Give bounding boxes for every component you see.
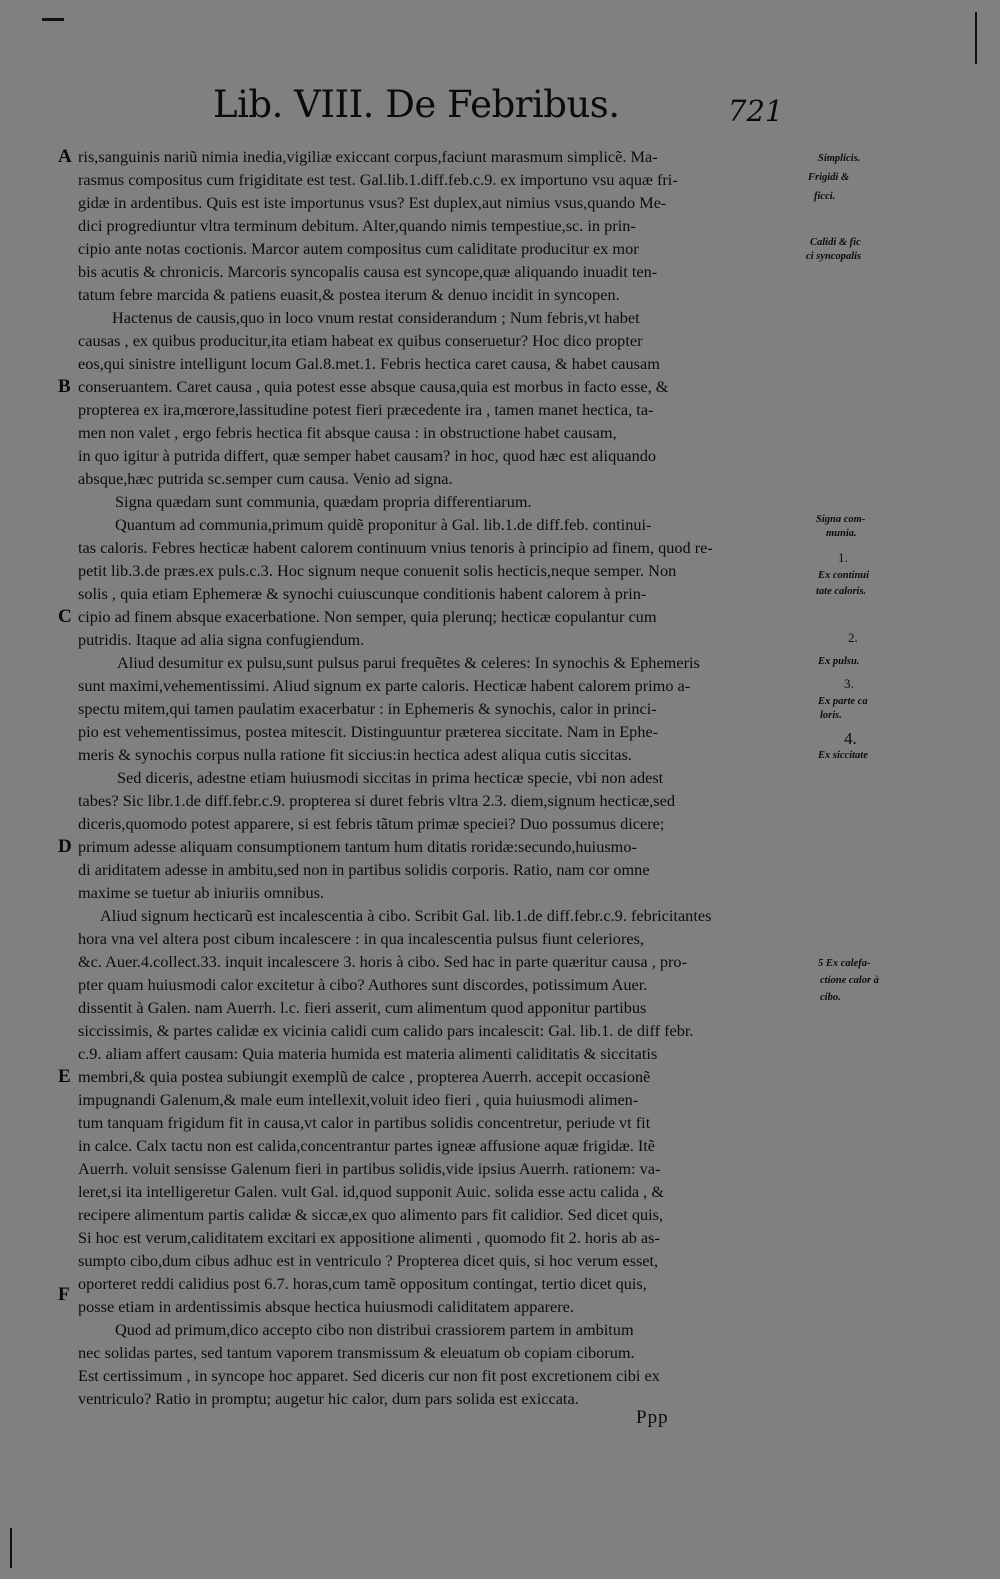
body-line: tabes? Sic libr.1.de diff.febr.c.9. propterea si duret febris vltra 2.3. diem,signum hecticæ,sed <box>78 791 675 810</box>
body-line: Si hoc est verum,caliditatem excitari ex appositione alimenti , quomodo fit 2. horis ab as- <box>78 1228 660 1247</box>
body-line: cipio ante notas coctionis. Marcor autem compositus cum caliditate producitur ex mor <box>78 239 639 258</box>
body-line: causas , ex quibus producitur,ita etiam habeat ex quibus conseruetur? Hoc dico propter <box>78 331 643 350</box>
body-line: absque,hæc putrida sc.semper cum causa. Venio ad signa. <box>78 469 453 488</box>
signature-mark: Ppp <box>636 1407 669 1428</box>
margin-note: Ex continui <box>818 570 870 581</box>
right-edge-line <box>975 12 977 64</box>
body-line: dici progrediuntur vltra terminum debitum. Alter,quando nimis tempestiue,sc. in prin- <box>78 216 636 235</box>
body-line: ventriculo? Ratio in promptu; augetur hic calor, dum pars solida est exiccata. <box>78 1389 579 1408</box>
body-line: propterea ex ira,mœrore,lassitudine potest fieri præcedente ira , tamen manet hectica, ta- <box>78 400 654 419</box>
body-line: &c. Auer.4.collect.33. inquit incalescere 3. horis à cibo. Sed hac in parte quæritur causa , pro- <box>78 952 687 971</box>
margin-note: cibo. <box>820 992 841 1003</box>
body-line: meris & synochis corpus nulla ratione fit siccius:in hectica adest aliqua cutis siccitas. <box>78 745 632 764</box>
body-line: nec solidas partes, sed tantum vaporem transmissum & eleuatum ob copiam ciborum. <box>78 1343 635 1362</box>
body-line: recipere alimentum partis calidæ & siccæ,ex quo alimento pars fit calidior. Sed dicet quis, <box>78 1205 664 1224</box>
body-line: Quod ad primum,dico accepto cibo non distribui crassiorem partem in ambitum <box>115 1320 634 1339</box>
running-header-title: Lib. VIII. De Febribus. <box>213 83 620 126</box>
margin-note: Ex pulsu. <box>818 656 860 667</box>
body-line: solis , quia etiam Ephemeræ & synochi cuiuscunque conditionis habent calorem à prin- <box>78 584 647 603</box>
body-line: tatum febre marcida & patiens euasit,& postea iterum & denuo incidit in syncopen. <box>78 285 620 304</box>
body-line: putridis. Itaque ad alia signa confugiendum. <box>78 630 365 649</box>
body-line: Aliud signum hecticarũ est incalescentia à cibo. Scribit Gal. lib.1.de diff.febr.c.9. febricitantes <box>100 906 712 925</box>
body-line: eos,qui sinistre intelligunt locum Gal.8.met.1. Febris hectica caret causa, & habet causam <box>78 354 660 373</box>
body-line: oporteret reddi calidius post 6.7. horas,cum tamẽ oppositum contingat, tertio dicet quis, <box>78 1274 647 1293</box>
section-letter-a: A <box>58 146 72 167</box>
margin-note: tate caloris. <box>816 586 867 597</box>
body-line: pter quam huiusmodi calor excitetur à cibo? Authores sunt discordes, potissimum Auer. <box>78 975 648 994</box>
body-line: dissentit à Galen. nam Auerrh. l.c. fieri asserit, cum alimentum quod apponitur partibus <box>78 998 647 1017</box>
body-line: leret,si ita intelligeretur Galen. vult Gal. id,quod supponit Auic. solida esse actu calida , & <box>78 1182 664 1201</box>
margin-note: ctione calor à <box>820 975 879 986</box>
section-letter-d: D <box>58 836 72 857</box>
page-number: 721 <box>728 94 784 128</box>
body-line: Sed diceris, adestne etiam huiusmodi siccitas in prima hecticæ specie, vbi non adest <box>117 768 664 787</box>
body-line: bis acutis & chronicis. Marcoris syncopalis causa est syncope,quæ aliquando inuadit ten- <box>78 262 658 281</box>
body-line: petit lib.3.de præs.ex puls.c.3. Hoc signum neque conuenit solis hecticis,neque semper. Non <box>78 561 677 580</box>
body-line: hora vna vel altera post cibum incalescere : in qua incalescentia pulsus fiunt celeriores, <box>78 929 645 948</box>
body-line: gidæ in ardentibus. Quis est iste importunus vsus? Est duplex,aut nimius vsus,quando Me- <box>78 193 667 212</box>
body-line: diceris,quomodo potest apparere, si est febris tãtum primæ speciei? Duo possumus dicere; <box>78 814 665 833</box>
body-line: spectu mitem,qui tamen paulatim exacerbatur : in Ephemeris & synochis, calor in princi- <box>78 699 657 718</box>
margin-note: munia. <box>826 528 857 539</box>
body-line: tas caloris. Febres hecticæ habent calorem continuum vnius tenoris à principio ad finem, quod re- <box>78 538 713 557</box>
margin-number: 3. <box>844 676 854 691</box>
body-line: siccissimis, & partes calidæ ex vicinia calidi cum calido pars incalescit: Gal. lib.1. de diff febr. <box>78 1021 694 1040</box>
body-line: Quantum ad communia,primum quidẽ proponitur à Gal. lib.1.de diff.feb. continui- <box>115 515 652 534</box>
body-line: sumpto cibo,dum cibus adhuc est in ventriculo ? Propterea dicet quis, si hoc verum esset, <box>78 1251 659 1270</box>
body-line: primum adesse aliquam consumptionem tantum hum ditatis roridæ:secundo,huiusmo- <box>78 837 637 856</box>
margin-number: 1. <box>838 550 848 565</box>
margin-note: Simplicis. <box>818 153 861 164</box>
body-line: ris,sanguinis nariũ nimia inedia,vigiliæ exiccant corpus,faciunt marasmum simplicẽ. Ma- <box>78 147 658 166</box>
body-line: conseruantem. Caret causa , quia potest esse absque causa,quia est morbus in facto esse, & <box>78 377 669 396</box>
body-line: cipio ad finem absque exacerbatione. Non semper, quia plerunq; hecticæ copulantur cum <box>78 607 657 626</box>
margin-note: Calidi & fic <box>810 237 861 248</box>
body-line: sunt maximi,vehementissimi. Aliud signum ex parte caloris. Hecticæ habent calorem primo a- <box>78 676 691 695</box>
body-line: in calce. Calx tactu non est calida,concentrantur partes igneæ affusione aquæ frigidæ. Itẽ <box>78 1136 656 1155</box>
top-left-dash <box>42 18 64 21</box>
body-line: maxime se tuetur ab iniuriis omnibus. <box>78 883 324 902</box>
body-line: Hactenus de causis,quo in loco vnum restat considerandum ; Num febris,vt habet <box>112 308 640 327</box>
margin-note: Ex parte ca <box>818 696 868 707</box>
section-letter-e: E <box>58 1066 71 1087</box>
section-letter-b: B <box>58 376 71 397</box>
body-line: posse etiam in ardentissimis absque hectica huiusmodi caliditatem apparere. <box>78 1297 574 1316</box>
body-line: c.9. aliam affert causam: Quia materia humida est materia alimenti caliditatis & siccitatis <box>78 1044 658 1063</box>
margin-note: ci syncopalis <box>806 251 862 262</box>
margin-number: 4. <box>844 729 857 748</box>
body-line: membri,& quia postea subiungit exemplũ de calce , propterea Auerrh. accepit occasionẽ <box>78 1067 651 1086</box>
margin-note: ficci. <box>814 191 836 202</box>
body-line: di ariditatem adesse in ambitu,sed non in partibus solidis corporis. Ratio, nam cor omne <box>78 860 650 879</box>
body-line: pio est vehementissimus, postea mitescit. Distinguuntur præterea siccitate. Nam in Ephe- <box>78 722 659 741</box>
margin-note: Ex siccitate <box>818 750 868 761</box>
section-letter-c: C <box>58 606 72 627</box>
margin-number: 2. <box>848 630 858 645</box>
margin-note: Signa com- <box>816 514 866 525</box>
margin-note: loris. <box>820 710 842 721</box>
body-line: Auerrh. voluit sensisse Galenum fieri in partibus solidis,vide ipsius Auerrh. rationem: va- <box>78 1159 661 1178</box>
body-line: impugnandi Galenum,& male eum intellexit,voluit ideo fieri , quia huiusmodi alimen- <box>78 1090 639 1109</box>
body-line: tum tanquam frigidum fit in causa,vt calor in partibus solidis concentretur, periude vt fit <box>78 1113 651 1132</box>
body-line: Est certissimum , in syncope hoc apparet. Sed diceris cur non fit post excretionem cibi ex <box>78 1366 660 1385</box>
margin-note: Frigidi & <box>808 172 850 183</box>
body-line: Signa quædam sunt communia, quædam propria differentiarum. <box>115 492 532 511</box>
section-letter-f: F <box>58 1284 70 1305</box>
bottom-left-mark <box>10 1528 12 1568</box>
body-line: Aliud desumitur ex pulsu,sunt pulsus parui frequẽtes & celeres: In synochis & Ephemeris <box>117 653 700 672</box>
margin-note: 5 Ex calefa- <box>818 958 871 969</box>
body-line: in quo igitur à putrida differt, quæ semper habet causam? in hoc, quod hæc est aliquando <box>78 446 656 465</box>
body-line: rasmus compositus cum frigiditate est test. Gal.lib.1.diff.feb.c.9. ex importuno vsu aquæ fri- <box>78 170 678 189</box>
body-line: men non valet , ergo febris hectica fit absque causa : in obstructione habet causam, <box>78 423 617 442</box>
